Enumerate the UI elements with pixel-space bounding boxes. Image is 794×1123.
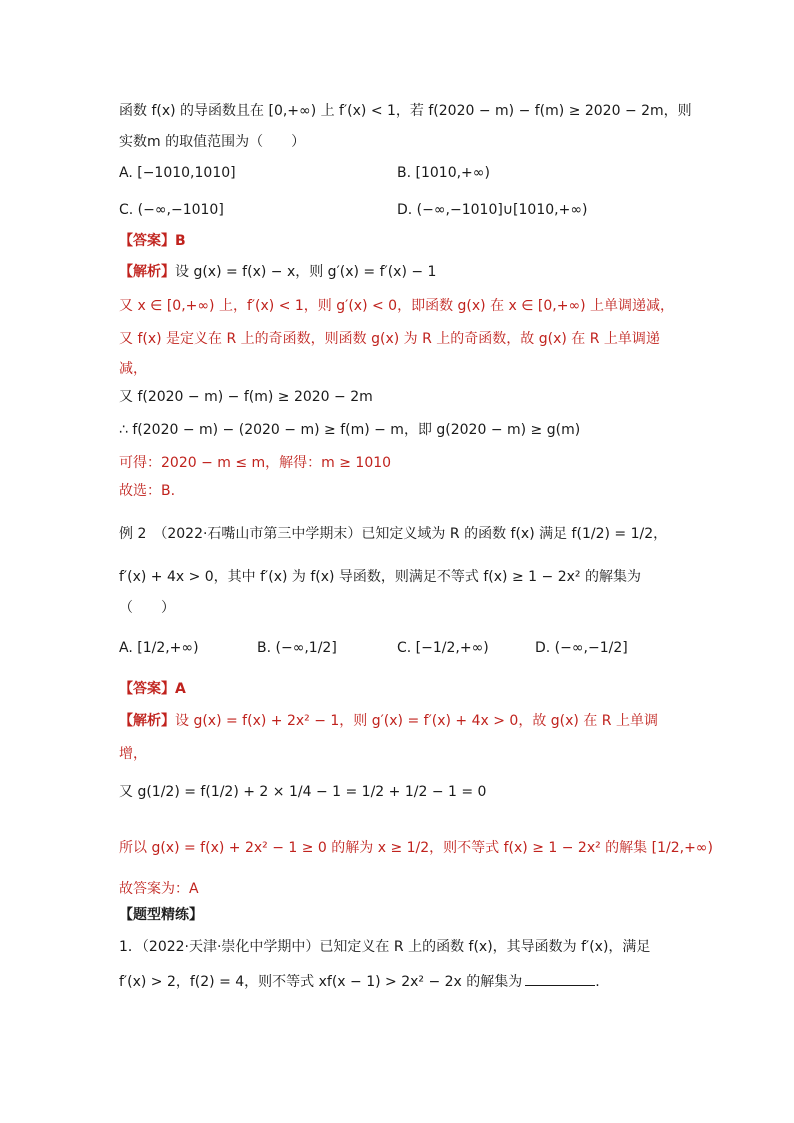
analysis-text: 设 g(x) = f(x) + 2x² − 1，则 g′(x) = f′(x) + 4x > 0，故 g(x) 在 R 上单调 bbox=[175, 713, 658, 729]
problem1-statement-line1: 函数 f(x) 的导函数且在 [0,+∞) 上 f′(x) < 1，若 f(2020 − m) − f(m) ≥ 2020 − 2m，则 bbox=[119, 103, 692, 119]
answer-label: 【答案】 bbox=[119, 681, 175, 697]
example2-analysis-line2: 增， bbox=[119, 746, 147, 762]
practice-heading: 【题型精练】 bbox=[119, 907, 203, 923]
practice-q1-end: . bbox=[595, 974, 600, 990]
problem1-analysis-line3: 又 f(x) 是定义在 R 上的奇函数，则函数 g(x) 为 R 上的奇函数，故 g(x) 在 R 上单调递 bbox=[119, 331, 660, 347]
problem1-answer bbox=[119, 231, 186, 251]
problem1-analysis-line5: 又 f(2020 − m) − f(m) ≥ 2020 − 2m bbox=[119, 389, 373, 405]
problem1-option-d: D. (−∞,−1010]∪[1010,+∞) bbox=[397, 202, 588, 218]
example2-statement-line2: f′(x) + 4x > 0，其中 f′(x) 为 f(x) 导函数，则满足不等式 f(x) ≥ 1 − 2x² 的解集为 bbox=[119, 569, 641, 585]
problem1-analysis-line6: ∴ f(2020 − m) − (2020 − m) ≥ f(m) − m，即 g(2020 − m) ≥ g(m) bbox=[119, 422, 581, 438]
example2-option-d: D. (−∞,−1/2] bbox=[535, 640, 628, 656]
example2-answer bbox=[119, 679, 186, 699]
answer-value: B bbox=[175, 233, 186, 249]
answer-label: 【答案】 bbox=[119, 233, 175, 249]
answer-value: A bbox=[175, 681, 186, 697]
analysis-label: 【解析】 bbox=[119, 713, 175, 729]
problem1-analysis-line7: 可得：2020 − m ≤ m，解得：m ≥ 1010 bbox=[119, 455, 392, 471]
analysis-label: 【解析】 bbox=[119, 264, 175, 280]
answer-blank[interactable] bbox=[525, 973, 595, 986]
example2-option-a: A. [1/2,+∞) bbox=[119, 640, 199, 656]
practice-q1-line2 bbox=[119, 972, 600, 992]
example2-analysis-line3: 又 g(1/2) = f(1/2) + 2 × 1/4 − 1 = 1/2 + 1/2 − 1 = 0 bbox=[119, 784, 487, 800]
example2-option-c: C. [−1/2,+∞) bbox=[397, 640, 489, 656]
example2-conclusion: 故答案为：A bbox=[119, 881, 199, 897]
problem1-analysis-line1 bbox=[119, 262, 436, 282]
analysis-text: 设 g(x) = f(x) − x，则 g′(x) = f′(x) − 1 bbox=[175, 264, 437, 280]
practice-q1-text: f′(x) > 2，f(2) = 4，则不等式 xf(x − 1) > 2x² − 2x 的解集为 bbox=[119, 974, 523, 990]
problem1-option-c: C. (−∞,−1010] bbox=[119, 202, 224, 218]
problem1-analysis-line2: 又 x ∈ [0,+∞) 上，f′(x) < 1，则 g′(x) < 0，即函数 g(x) 在 x ∈ [0,+∞) 上单调递减， bbox=[119, 298, 675, 314]
problem1-option-a: A. [−1010,1010] bbox=[119, 165, 236, 181]
example2-option-b: B. (−∞,1/2] bbox=[257, 640, 337, 656]
problem1-statement-line2: 实数m 的取值范围为（ ） bbox=[119, 134, 306, 150]
problem1-analysis-line4: 减， bbox=[119, 361, 147, 377]
example2-analysis-line4: 所以 g(x) = f(x) + 2x² − 1 ≥ 0 的解为 x ≥ 1/2，则不等式 f(x) ≥ 1 − 2x² 的解集 [1/2,+∞) bbox=[119, 840, 713, 856]
problem1-analysis-line8: 故选：B. bbox=[119, 483, 176, 499]
example2-analysis-line1 bbox=[119, 711, 658, 731]
example2-statement-line3: （ ） bbox=[119, 600, 175, 616]
practice-q1-line1: 1．（2022·天津·崇化中学期中）已知定义在 R 上的函数 f(x)，其导函数为 f′(x)，满足 bbox=[119, 939, 651, 955]
example2-statement-line1: 例 2 （2022·石嘴山市第三中学期末）已知定义域为 R 的函数 f(x) 满足 f(1/2) = 1/2， bbox=[119, 526, 668, 542]
problem1-option-b: B. [1010,+∞) bbox=[397, 165, 490, 181]
